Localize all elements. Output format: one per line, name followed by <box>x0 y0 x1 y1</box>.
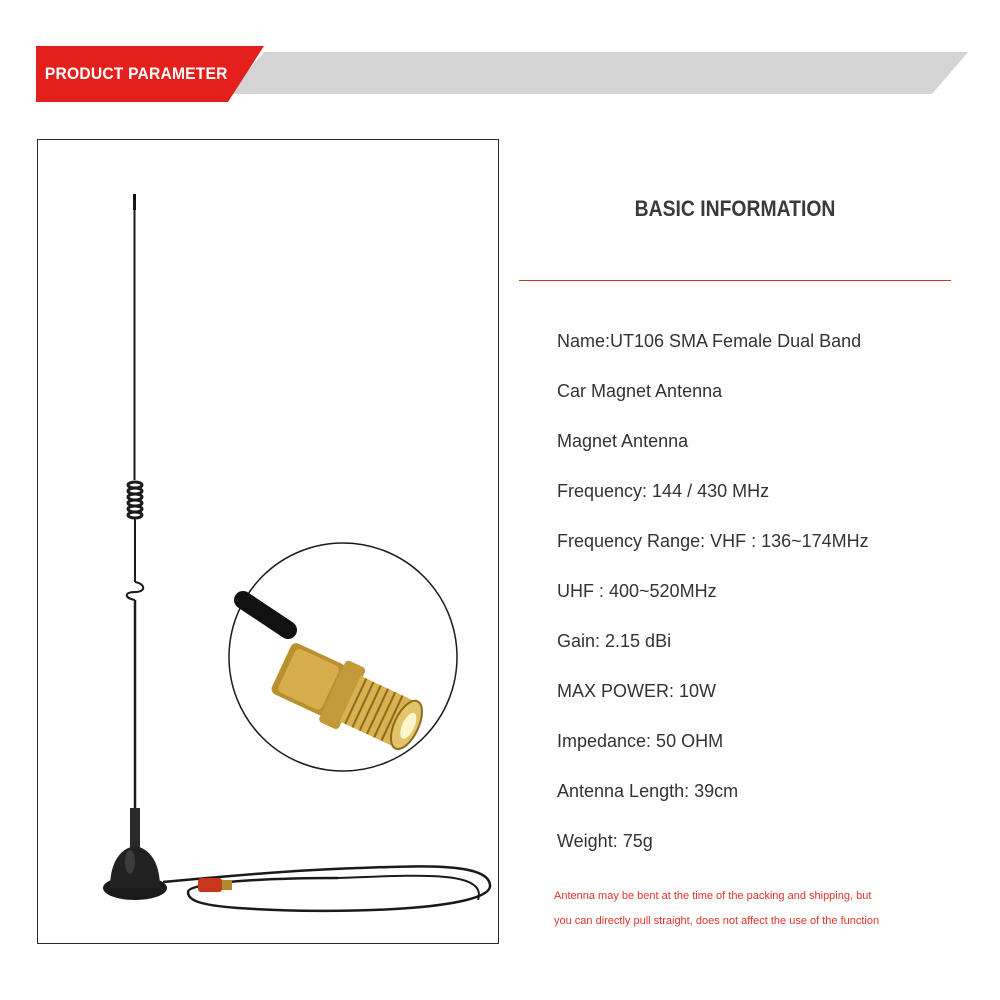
header-grey-bar <box>228 52 968 94</box>
spec-gain: Gain: 2.15 dBi <box>557 631 672 651</box>
section-tab-label: PRODUCT PARAMETER <box>44 64 228 83</box>
spec-max-power: MAX POWER: 10W <box>557 681 717 701</box>
shipping-note-line: you can directly pull straight, does not affect the use of the function <box>554 915 880 927</box>
antenna-photo-icon <box>38 140 499 944</box>
spec-name-cont: Car Magnet Antenna <box>557 381 723 401</box>
section-tab <box>36 46 264 102</box>
shipping-note-line: Antenna may be bent at the time of the packing and shipping, but <box>554 890 872 902</box>
title-divider <box>519 280 951 281</box>
spec-frequency-range-uhf: UHF : 400~520MHz <box>557 581 717 601</box>
shipping-note <box>554 884 974 934</box>
section-title: BASIC INFORMATION <box>634 196 836 221</box>
spec-frequency-range-vhf: Frequency Range: VHF : 136~174MHz <box>557 531 869 551</box>
spec-type: Magnet Antenna <box>557 431 689 451</box>
spec-antenna-length: Antenna Length: 39cm <box>557 781 739 801</box>
spec-list <box>557 327 977 877</box>
spec-impedance: Impedance: 50 OHM <box>557 731 724 751</box>
spec-name: Name:UT106 SMA Female Dual Band <box>557 331 862 351</box>
product-photo <box>37 139 499 944</box>
spec-weight: Weight: 75g <box>557 831 653 851</box>
sma-connector-closeup-icon <box>229 543 457 771</box>
header-band <box>0 0 1000 120</box>
spec-frequency: Frequency: 144 / 430 MHz <box>557 481 770 501</box>
